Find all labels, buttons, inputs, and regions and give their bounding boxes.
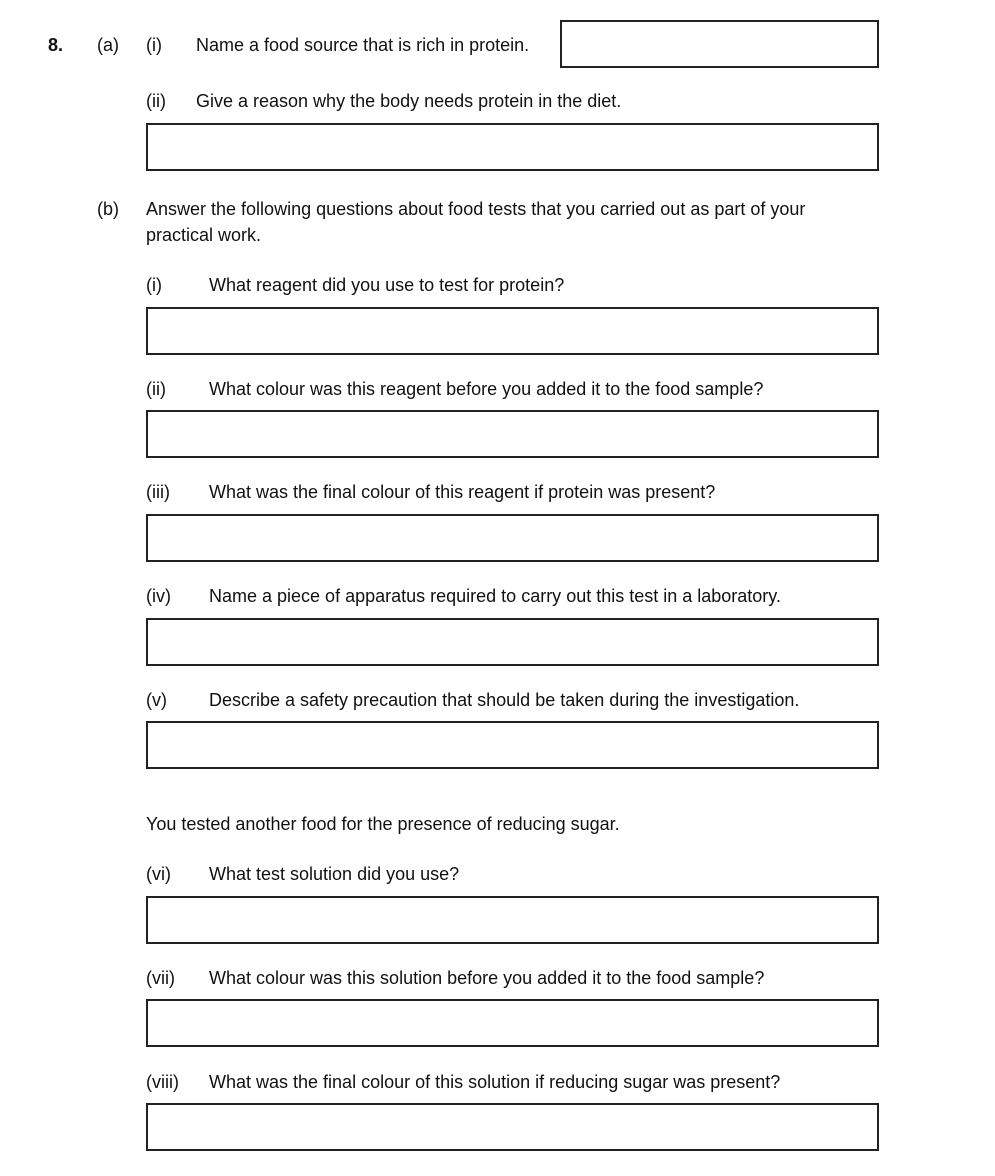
answer-box-a-ii[interactable] (146, 123, 879, 171)
answer-box-b-viii[interactable] (146, 1103, 879, 1151)
a-ii-label: (ii) (146, 91, 166, 111)
answer-input-b-v[interactable] (148, 723, 877, 767)
b-vi-question: What test solution did you use? (209, 864, 460, 884)
b-ii-question: What colour was this reagent before you added it to the food sample? (209, 379, 764, 399)
answer-input-b-iv[interactable] (148, 620, 877, 664)
answer-input-a-i[interactable] (562, 22, 877, 66)
b-viii-label: (viii) (146, 1072, 179, 1092)
answer-box-b-iii[interactable] (146, 514, 879, 562)
a-i-question: Name a food source that is rich in protein. (196, 35, 530, 55)
answer-input-b-iii[interactable] (148, 516, 877, 560)
answer-input-b-i[interactable] (148, 309, 877, 353)
a-ii-question: Give a reason why the body needs protein in the diet. (196, 91, 622, 111)
b-vii-question: What colour was this solution before you added it to the food sample? (209, 968, 765, 988)
answer-box-a-i[interactable] (560, 20, 879, 68)
answer-box-b-vii[interactable] (146, 999, 879, 1047)
b-iii-label: (iii) (146, 482, 170, 502)
answer-box-b-v[interactable] (146, 721, 879, 769)
answer-box-b-vi[interactable] (146, 896, 879, 944)
answer-input-a-ii[interactable] (148, 125, 877, 169)
b-vii-label: (vii) (146, 968, 175, 988)
part-b-intro-line2: practical work. (146, 225, 262, 245)
a-i-label: (i) (146, 35, 162, 55)
answer-box-b-i[interactable] (146, 307, 879, 355)
b-i-question: What reagent did you use to test for protein? (209, 275, 565, 295)
b-ii-label: (ii) (146, 379, 166, 399)
b-v-label: (v) (146, 690, 167, 710)
b-iv-question: Name a piece of apparatus required to carry out this test in a laboratory. (209, 586, 781, 606)
answer-input-b-vii[interactable] (148, 1001, 877, 1045)
answer-input-b-vi[interactable] (148, 898, 877, 942)
part-a-label: (a) (97, 35, 119, 55)
b-viii-question: What was the final colour of this solution if reducing sugar was present? (209, 1072, 781, 1092)
b-iv-label: (iv) (146, 586, 171, 606)
b-i-label: (i) (146, 275, 162, 295)
b-v-question: Describe a safety precaution that should be taken during the investigation. (209, 690, 800, 710)
answer-input-b-ii[interactable] (148, 412, 877, 456)
answer-box-b-ii[interactable] (146, 410, 879, 458)
answer-input-b-viii[interactable] (148, 1105, 877, 1149)
answer-box-b-iv[interactable] (146, 618, 879, 666)
part-b-label: (b) (97, 199, 119, 219)
part-b-intro-line1: Answer the following questions about food tests that you carried out as part of your (146, 199, 806, 219)
question-number: 8. (48, 35, 64, 55)
reducing-sugar-intro: You tested another food for the presence of reducing sugar. (146, 814, 620, 834)
b-vi-label: (vi) (146, 864, 171, 884)
b-iii-question: What was the final colour of this reagent if protein was present? (209, 482, 716, 502)
